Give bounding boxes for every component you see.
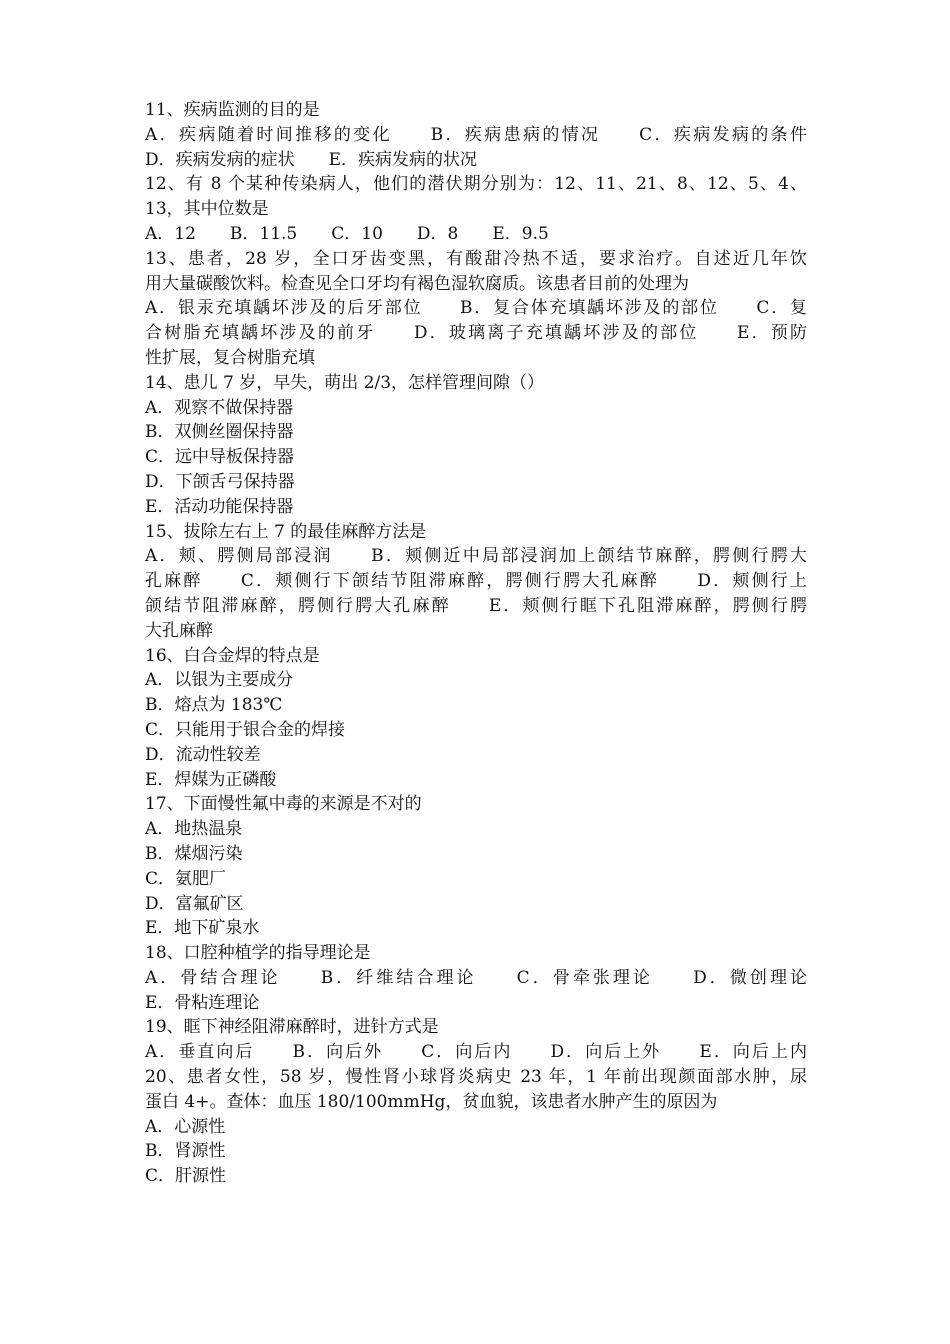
text-line: E．活动功能保持器 (145, 496, 294, 517)
text-line: 19、眶下神经阻滞麻醉时，进针方式是 (145, 1017, 439, 1038)
text-line: A．地热温泉 (145, 819, 243, 840)
text-line: B．煤烟污染 (145, 843, 243, 864)
text-line: 17、下面慢性氟中毒的来源是不对的 (145, 794, 422, 815)
text-line: D．富氟矿区 (145, 893, 244, 914)
text-line: 用大量碳酸饮料。检查见全口牙均有褐色湿软腐质。该患者目前的处理为 (145, 273, 689, 294)
text-line: E．地下矿泉水 (145, 918, 260, 939)
text-line: 大孔麻醉 (145, 620, 213, 641)
text-line: E．焊媒为正磷酸 (145, 769, 277, 790)
text-line: A．心源性 (145, 1116, 226, 1137)
text-line: B．肾源性 (145, 1141, 226, 1162)
text-line: B．双侧丝圈保持器 (145, 422, 294, 443)
text-line: 14、患儿 7 岁，早失，萌出 2/3，怎样管理间隙（） (145, 372, 545, 393)
text-line: A．观察不做保持器 (145, 397, 294, 418)
text-line: 12、有 8 个某种传染病人，他们的潜伏期分别为：12、11、21、8、12、5、4、 (145, 174, 807, 195)
text-line: A．骨结合理论 B．纤维结合理论 C．骨牵张理论 D．微创理论 (145, 967, 807, 988)
text-line: C．远中导板保持器 (145, 447, 295, 468)
text-line: A．银汞充填龋坏涉及的后牙部位 B．复合体充填龋坏涉及的部位 C．复 (145, 298, 807, 319)
text-line: D．流动性较差 (145, 744, 261, 765)
text-line: B．熔点为 183℃ (145, 695, 283, 716)
text-line: 15、拔除左右上 7 的最佳麻醉方法是 (145, 521, 427, 542)
document-body (145, 98, 807, 1189)
text-line: 13、患者，28 岁，全口牙齿变黑，有酸甜冷热不适，要求治疗。自述近几年饮 (145, 248, 807, 269)
text-line: D．疾病发病的症状 E．疾病发病的状况 (145, 149, 478, 170)
text-line: 16、白合金焊的特点是 (145, 645, 320, 666)
text-line: A．12 B．11.5 C．10 D．8 E．9.5 (145, 223, 549, 244)
text-line: 颌结节阻滞麻醉，腭侧行腭大孔麻醉 E．颊侧行眶下孔阻滞麻醉，腭侧行腭 (145, 595, 807, 616)
text-line: 13，其中位数是 (145, 199, 269, 220)
text-line: 20、患者女性，58 岁，慢性肾小球肾炎病史 23 年，1 年前出现颜面部水肿，尿 (145, 1067, 807, 1088)
text-line: C．氨肥厂 (145, 868, 227, 889)
text-line: 11、疾病监测的目的是 (145, 100, 320, 120)
text-line: A．疾病随着时间推移的变化 B．疾病患病的情况 C．疾病发病的条件 (145, 124, 807, 145)
text-line: 蛋白 4+。查体：血压 180/100mmHg，贫血貌，该患者水肿产生的原因为 (145, 1091, 718, 1112)
text-line: 性扩展，复合树脂充填 (145, 347, 315, 368)
text-line: D．下颌舌弓保持器 (145, 471, 295, 492)
text-line: C．肝源性 (145, 1166, 227, 1187)
text-line: A．以银为主要成分 (145, 670, 294, 691)
text-line: A．垂直向后 B．向后外 C．向后内 D．向后上外 E．向后上内 (145, 1042, 807, 1063)
text-line: 18、口腔种植学的指导理论是 (145, 943, 371, 964)
text-line: 孔麻醉 C．颊侧行下颌结节阻滞麻醉，腭侧行腭大孔麻醉 D．颊侧行上 (145, 571, 807, 592)
text-line: C．只能用于银合金的焊接 (145, 719, 346, 740)
text-line: E．骨粘连理论 (145, 992, 260, 1013)
text-line: A．颊、腭侧局部浸润 B．颊侧近中局部浸润加上颌结节麻醉，腭侧行腭大 (145, 546, 807, 567)
text-line: 合树脂充填龋坏涉及的前牙 D．玻璃离子充填龋坏涉及的部位 E．预防 (145, 323, 807, 344)
